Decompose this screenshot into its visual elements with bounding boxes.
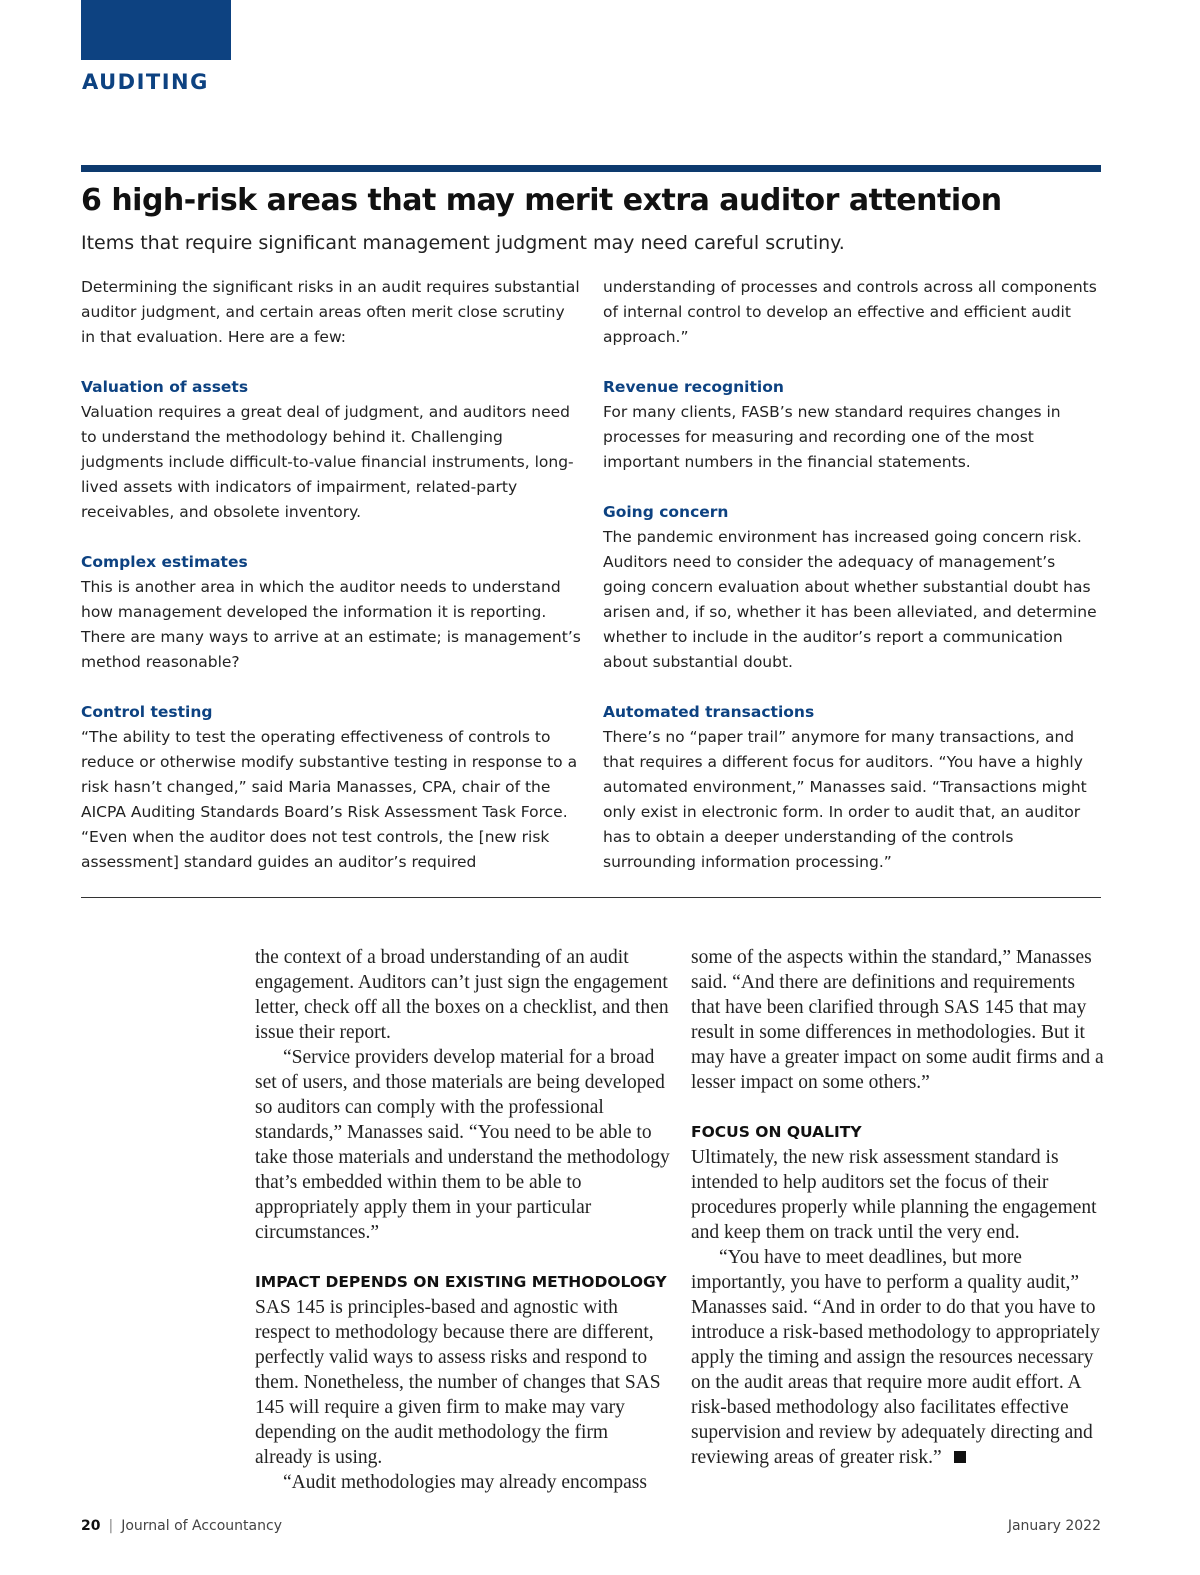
section-heading-automated: Automated transactions bbox=[603, 703, 815, 721]
section-text-complex-estimates: This is another area in which the auditor needs to understand how management developed the information it is reporting. There are many ways to arrive at an estimate; is management’s method reasonable? bbox=[81, 578, 581, 671]
section-heading-revenue: Revenue recognition bbox=[603, 378, 784, 396]
publication-name: Journal of Accountancy bbox=[121, 1518, 282, 1534]
section-text-revenue: For many clients, FASB’s new standard requires changes in processes for measuring and recording one of the most important numbers in the financial statements. bbox=[603, 403, 1061, 471]
section-heading-going-concern: Going concern bbox=[603, 503, 729, 521]
section-text-control-testing-continued: understanding of processes and controls across all components of internal control to develop an effective and efficient audit approach.” bbox=[603, 278, 1097, 346]
body-subheading-impact: IMPACT DEPENDS ON EXISTING METHODOLOGY bbox=[255, 1273, 667, 1291]
section-heading-valuation: Valuation of assets bbox=[81, 378, 249, 396]
sidebar-column-right bbox=[603, 275, 1103, 900]
body-paragraph: Ultimately, the new risk assessment standard is intended to help auditors set the focus of their procedures properly while planning the engagement and keep them on track until the very end. bbox=[691, 1147, 1097, 1243]
section-text-valuation: Valuation requires a great deal of judgment, and auditors need to understand the methodology behind it. Challenging judgments include difficult-to-value financial instruments, long-lived assets with indicators of impairment, related-party receivables, and obsolete inventory. bbox=[81, 403, 574, 521]
sidebar-intro: Determining the significant risks in an audit requires substantial auditor judgment, and certain areas often merit close scrutiny in that evaluation. Here are a few: bbox=[81, 278, 580, 346]
section-heading-control-testing: Control testing bbox=[81, 703, 213, 721]
section-text-control-testing: “The ability to test the operating effectiveness of controls to reduce or otherwise modify substantive testing in response to a risk hasn’t changed,” said Maria Manasses, CPA, chair of the AICPA Auditing Standards Board’s Risk Assessment Task Force. “Even when the auditor does not test controls, the [new risk assessment] standard guides an auditor’s required bbox=[81, 728, 578, 871]
body-paragraph: “Service providers develop material for a broad set of users, and those materials are being developed so auditors can comply with the professional standards,” Manasses said. “You need to be able to take those materials and understand the methodology that’s embedded within them to be able to appropriately apply them in your particular circumstances.” bbox=[255, 1047, 670, 1243]
section-label: AUDITING bbox=[82, 70, 209, 94]
end-of-article-square-icon bbox=[954, 1451, 966, 1463]
section-text-going-concern: The pandemic environment has increased going concern risk. Auditors need to consider the adequacy of management’s going concern evaluation about whether substantial doubt has arisen and, if so, whether it has been alleviated, and determine whether to include in the auditor’s report a communication about substantial doubt. bbox=[603, 528, 1097, 671]
body-paragraph-final bbox=[691, 1245, 1106, 1470]
body-paragraph-final-text: “You have to meet deadlines, but more importantly, you have to perform a quality audit,” Manasses said. “And in order to do that you have to introduce a risk-based methodology to appropriately apply the timing and assign the resources necessary on the audit areas that require more audit effort. A risk-based methodology also facilitates effective supervision and review by adequately directing and reviewing areas of greater risk.” bbox=[691, 1247, 1100, 1468]
main-column-left bbox=[255, 945, 670, 1495]
sidebar-column-left bbox=[81, 275, 581, 900]
section-tab-block bbox=[81, 0, 231, 60]
footer-left bbox=[81, 1518, 282, 1534]
page-number: 20 bbox=[81, 1518, 101, 1534]
body-paragraph: SAS 145 is principles-based and agnostic with respect to methodology because there are different, perfectly valid ways to assess risks and respond to them. Nonetheless, the number of changes that SAS 145 will require a given firm to make may vary depending on the audit methodology the firm already is using. bbox=[255, 1297, 661, 1468]
sidebar-headline: 6 high-risk areas that may merit extra auditor attention bbox=[81, 183, 1002, 218]
sidebar-divider bbox=[81, 897, 1101, 898]
body-paragraph: some of the aspects within the standard,” Manasses said. “And there are definitions and requirements that have been clarified through SAS 145 that may result in some differences in methodologies. But it may have a greater impact on some audit firms and a lesser impact on some others.” bbox=[691, 947, 1104, 1093]
headline-rule bbox=[81, 165, 1101, 172]
body-paragraph: “Audit methodologies may already encompass bbox=[283, 1472, 647, 1493]
section-heading-complex-estimates: Complex estimates bbox=[81, 553, 248, 571]
footer-separator: | bbox=[108, 1518, 114, 1534]
body-paragraph: the context of a broad understanding of an audit engagement. Auditors can’t just sign the engagement letter, check off all the boxes on a checklist, and then issue their report. bbox=[255, 947, 669, 1043]
main-column-right bbox=[691, 945, 1106, 1470]
issue-date: January 2022 bbox=[1007, 1518, 1101, 1534]
sidebar-subheadline: Items that require significant management judgment may need careful scrutiny. bbox=[81, 232, 845, 254]
section-text-automated: There’s no “paper trail” anymore for many transactions, and that requires a different focus for auditors. “You have a highly automated environment,” Manasses said. “Transactions might only exist in electronic form. In order to audit that, an auditor has to obtain a deeper understanding of the controls surrounding information processing.” bbox=[603, 728, 1087, 871]
body-subheading-quality: FOCUS ON QUALITY bbox=[691, 1123, 862, 1141]
